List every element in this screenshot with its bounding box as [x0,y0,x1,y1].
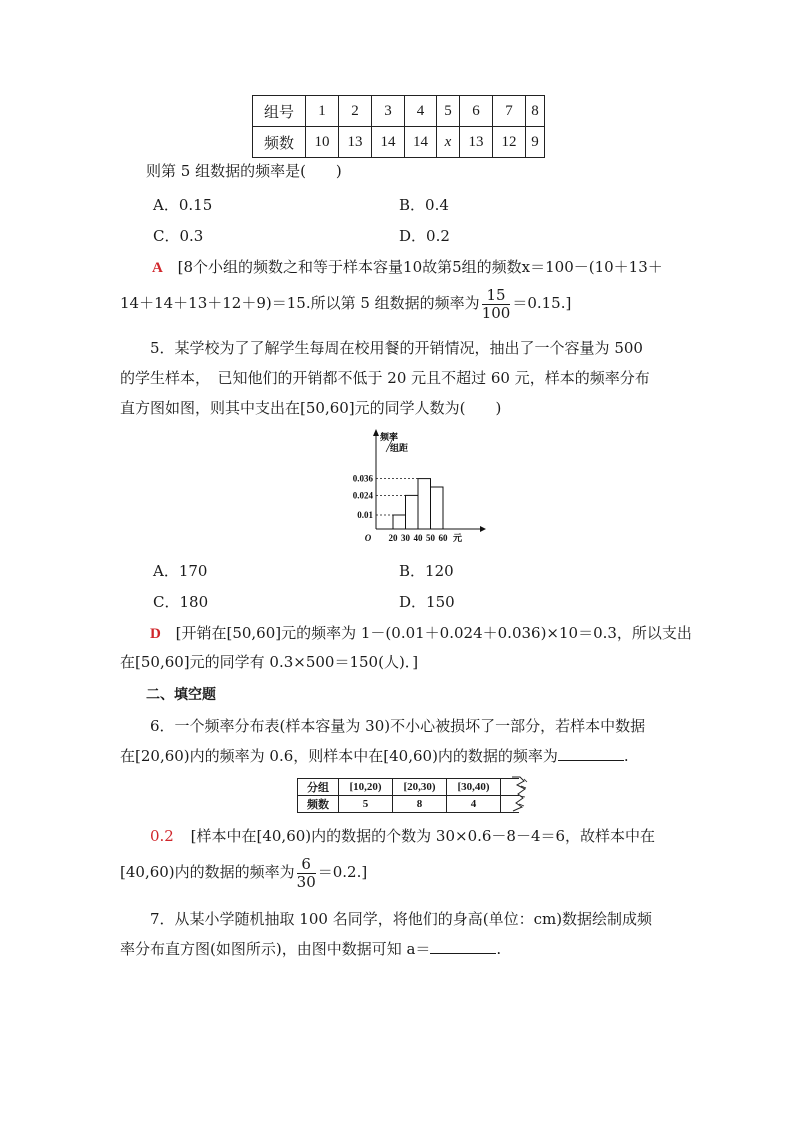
table-cell: [20,30) [393,779,447,796]
x-tick-label: 20 [388,533,398,543]
histogram-chart [330,428,490,550]
q6-explanation-text: ＝0.2.] [317,863,368,881]
torn-edge-icon [508,776,530,812]
y-tick-label: 0.01 [357,510,373,520]
fraction-numerator: 6 [297,856,316,874]
histogram-bar [431,487,444,529]
q5-line2: 的学生样本， 已知他们的开销都不低于 20 元且不超过 60 元，样本的频率分布 [120,369,650,387]
q4-answer: A [152,260,163,276]
q6-text: . [623,747,629,765]
q6-line2 [120,746,629,766]
table-row [298,779,520,796]
table-cell: 8 [526,96,545,127]
frequency-table [252,95,545,158]
damaged-frequency-table [297,778,519,813]
q5-explanation-line2: 在[50,60]元的同学有 0.3×500＝150(人)．] [120,653,419,671]
table-cell: 4 [405,96,437,127]
table-cell: 14 [405,127,437,158]
q4-option-a: A．0.15 [153,196,213,214]
histogram-bar [418,479,431,529]
q4-explanation-text: [8个小组的频数之和等于样本容量10故第5组的频数x＝100－(10＋13＋ [177,258,663,276]
q5-explanation-line1 [150,623,692,644]
q6-explanation-line2 [120,855,367,891]
table-cell: [10,20) [339,779,393,796]
q4-explanation-line2 [120,286,571,322]
table-cell: 4 [447,796,501,813]
answer-blank[interactable] [558,746,624,761]
table-cell: 12 [493,127,526,158]
section-title: 二、填空题 [146,687,216,703]
table-cell: 2 [339,96,372,127]
y-axis-label-top: 频率 [380,432,399,442]
fraction-denominator: 100 [481,303,511,322]
y-tick-label: 0.036 [352,473,373,484]
q7-text: . [496,940,502,958]
q5-line3: 直方图如图，则其中支出在[50,60]元的同学人数为( ) [120,399,502,417]
table-cell: 6 [460,96,493,127]
table-cell: 9 [526,127,545,158]
table-cell: 8 [393,796,447,813]
q6-explanation-line1 [150,826,655,846]
q4-question: 则第 5 组数据的频率是( ) [146,162,342,180]
histogram-bar [406,495,419,529]
table-cell: 5 [437,96,460,127]
y-axis-label-bottom: 组距 [390,443,409,453]
table-cell: 1 [306,96,339,127]
q6-answer: 0.2 [150,827,174,845]
y-tick-label: 0.024 [352,490,373,501]
table-cell: 频数 [298,796,339,813]
q5-explanation-text: [开销在[50,60]元的频率为 1－(0.01＋0.024＋0.036)×10＝0.3，所以支出 [175,624,692,642]
q4-option-d: D．0.2 [399,227,450,245]
fraction-denominator: 30 [296,872,316,891]
q5-option-c: C．180 [153,593,209,611]
fraction [482,287,511,322]
x-axis-arrow-icon [480,526,486,532]
q7-text: 率分布直方图(如图所示)，由图中数据可知 a＝ [120,940,431,958]
x-tick-label: 50 [426,533,435,543]
q5-option-a: A．170 [153,562,208,580]
table-row [253,96,545,127]
q5-line1: 5．某学校为了了解学生每周在校用餐的开销情况，抽出了一个容量为 500 [150,339,643,357]
x-tick-label: 60 [438,533,448,543]
histogram-bar [393,515,406,529]
fraction [297,856,316,891]
q4-option-b: B．0.4 [399,196,449,214]
q7-line2 [120,939,501,959]
table-cell: 3 [372,96,405,127]
table-cell: 频数 [253,127,306,158]
q4-option-c: C．0.3 [153,227,204,245]
q4-explanation-line1 [152,257,663,278]
y-axis-arrow-icon [373,429,379,436]
x-tick-label: 40 [413,533,423,543]
table-cell: 13 [460,127,493,158]
table-cell: [30,40) [447,779,501,796]
table-cell: 7 [493,96,526,127]
table-cell: 14 [372,127,405,158]
table-row [298,796,520,813]
table-cell: x [437,127,460,158]
origin-label: O [364,533,372,543]
x-tick-label: 30 [401,533,410,543]
q6-line1: 6．一个频率分布表(样本容量为 30)不小心被损坏了一部分，若样本中数据 [150,717,646,735]
q6-text: 在[20,60)内的频率为 0.6，则样本中在[40,60)内的数据的频率为 [120,747,558,765]
q5-answer: D [150,626,161,642]
q4-explanation-text: ＝0.15.] [512,294,572,312]
answer-blank[interactable] [430,939,496,954]
x-axis-label: 元 [452,533,463,543]
fraction-numerator: 15 [482,287,511,305]
q5-option-b: B．120 [399,562,454,580]
table-cell: 10 [306,127,339,158]
q4-explanation-text: 14＋14＋13＋12＋9)＝15.所以第 5 组数据的频率为 [120,294,480,312]
q7-line1: 7．从某小学随机抽取 100 名同学，将他们的身高(单位：cm)数据绘制成频 [150,910,653,928]
q6-explanation-text: [40,60)内的数据的频率为 [120,863,295,881]
table-cell: 分组 [298,779,339,796]
q6-explanation-text: [样本中在[40,60)内的数据的个数为 30×0.6－8－4＝6，故样本中在 [190,827,656,845]
q5-option-d: D．150 [399,593,455,611]
table-cell: 5 [339,796,393,813]
table-cell: 组号 [253,96,306,127]
table-row [253,127,545,158]
table-cell: 13 [339,127,372,158]
